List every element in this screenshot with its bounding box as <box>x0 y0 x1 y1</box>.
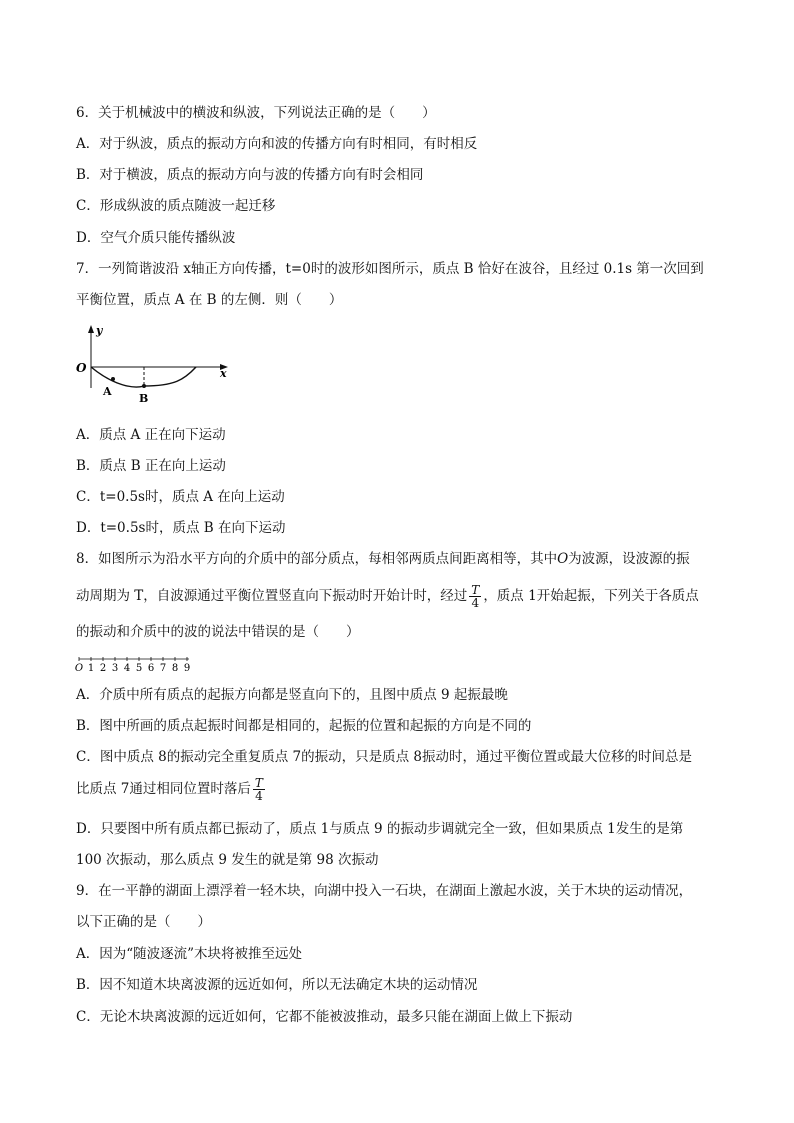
point-a-label: A <box>103 385 112 398</box>
q8-stem-line3: 的振动和介质中的波的说法中错误的是（ ） <box>76 624 360 640</box>
q6-option-b: B．对于横波，质点的振动方向与波的传播方向有时会相同 <box>76 167 424 183</box>
fraction-t-over-4 <box>469 584 481 609</box>
q8-stem-line2-part-b: ，质点 1开始起振，下列关于各质点 <box>483 588 699 604</box>
particle-label-6: 6 <box>147 663 155 674</box>
q7-stem-line2: 平衡位置，质点 A 在 B 的左侧．则（ ） <box>76 292 343 308</box>
q8-option-b: B．图中所画的质点起振时间都是相同的，起振的位置和起振的方向是不同的 <box>76 718 532 734</box>
origin-label: O <box>76 361 87 375</box>
q6-option-a: A．对于纵波，质点的振动方向和波的传播方向有时相同，有时相反 <box>76 136 478 152</box>
q6-option-c: C．形成纵波的质点随波一起迁移 <box>76 198 276 214</box>
q9-stem-line2: 以下正确的是（ ） <box>76 914 211 930</box>
q8-source-o: O <box>557 551 569 567</box>
fraction-denominator: 4 <box>253 789 265 802</box>
fraction-numerator: T <box>254 776 263 790</box>
particle-label-4: 4 <box>123 663 131 674</box>
q8-option-d-line1: D．只要图中所有质点都已振动了，质点 1与质点 9 的振动步调就完全一致，但如果质点 1发生的是第 <box>76 821 684 837</box>
q8-stem-line2 <box>76 580 699 612</box>
particle-label-3: 3 <box>111 663 119 674</box>
q7-option-c: C．t=0.5s时，质点 A 在向上运动 <box>76 489 285 505</box>
particle-label-2: 2 <box>99 663 107 674</box>
q8-particle-figure <box>74 654 198 676</box>
particle-label-9: 9 <box>183 663 191 674</box>
q7-option-a: A．质点 A 正在向下运动 <box>76 427 226 443</box>
q6-option-d: D．空气介质只能传播纵波 <box>76 230 236 246</box>
q8-option-c-line2-text: 比质点 7通过相同位置时落后 <box>76 781 251 797</box>
q7-option-b: B．质点 B 正在向上运动 <box>76 458 226 474</box>
point-b-label: B <box>139 392 149 405</box>
q7-wave-figure <box>74 324 234 406</box>
particle-label-O: O <box>74 663 84 674</box>
q9-option-a: A．因为“随波逐流”木块将被推至远处 <box>76 946 303 962</box>
q8-stem-line1-part-a: 8．如图所示为沿水平方向的介质中的部分质点，每相邻两质点间距离相等，其中 <box>76 551 558 567</box>
q8-option-d-line2: 100 次振动，那么质点 9 发生的就是第 98 次振动 <box>76 852 379 868</box>
q9-option-b: B．因不知道木块离波源的远近如何，所以无法确定木块的运动情况 <box>76 977 478 993</box>
q9-option-c: C．无论木块离波源的远近如何，它都不能被波推动，最多只能在湖面上做上下振动 <box>76 1009 573 1025</box>
y-axis-label: y <box>96 324 103 337</box>
q8-option-a: A．介质中所有质点的起振方向都是竖直向下的，且图中质点 9 起振最晚 <box>76 687 508 703</box>
particle-label-8: 8 <box>171 663 179 674</box>
q9-stem-line1: 9．在一平静的湖面上漂浮着一轻木块，向湖中投入一石块，在湖面上激起水波，关于木块的运动情况， <box>76 883 693 899</box>
q7-stem-line1: 7．一列简谐波沿 x轴正方向传播，t=0时的波形如图所示，质点 B 恰好在波谷，且经过 0.1s 第一次回到 <box>76 261 704 277</box>
q8-stem-line2-part-a: 动周期为 T，自波源通过平衡位置竖直向下振动时开始计时，经过 <box>76 588 468 604</box>
q8-stem-line1 <box>76 549 690 569</box>
q6-stem: 6．关于机械波中的横波和纵波，下列说法正确的是（ ） <box>76 105 436 121</box>
particle-label-1: 1 <box>87 663 95 674</box>
q8-option-c-line1: C．图中质点 8的振动完全重复质点 7的振动，只是质点 8振动时，通过平衡位置或最大位移的时间总是 <box>76 749 692 765</box>
fraction-t-over-4-option-c <box>253 777 265 802</box>
fraction-denominator: 4 <box>469 596 481 609</box>
particle-label-7: 7 <box>159 663 167 674</box>
q7-option-d: D．t=0.5s时，质点 B 在向下运动 <box>76 520 286 536</box>
x-axis-label: x <box>220 367 227 380</box>
q8-option-c-line2 <box>76 773 267 805</box>
q8-stem-line1-part-b: 为波源，设波源的振 <box>568 551 690 567</box>
particle-label-5: 5 <box>135 663 143 674</box>
fraction-numerator: T <box>471 583 480 597</box>
